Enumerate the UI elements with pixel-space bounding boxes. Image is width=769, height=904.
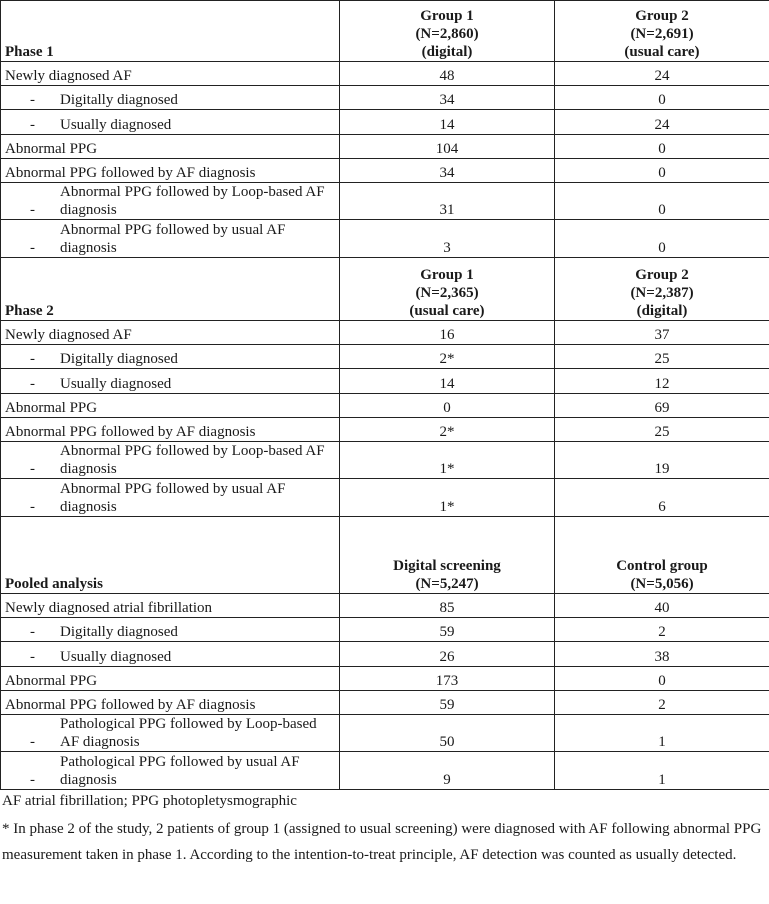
group-header-line: (digital)	[636, 303, 688, 319]
value-cell: 24	[555, 62, 769, 86]
row-label-cell	[1, 321, 340, 345]
table-row	[1, 618, 769, 642]
row-label: Newly diagnosed AF	[5, 68, 132, 84]
value-cell: 6	[555, 479, 769, 517]
value-cell: 38	[555, 642, 769, 667]
sub-row-label	[5, 442, 335, 478]
group-header-line: Group 2	[635, 8, 689, 24]
value-cell: 1	[555, 715, 769, 752]
asterisk-note: * In phase 2 of the study, 2 patients of group 1 (assigned to usual screening) were diagnosed with AF following abnormal PPG measurement taken in phase 1. According to the intention-to-treat principle, AF detection was counted as usually detected.	[2, 821, 762, 863]
row-label-cell	[1, 62, 340, 86]
sub-row-label	[5, 715, 335, 751]
table-row	[1, 394, 769, 418]
table-row	[1, 752, 769, 790]
row-label: Usually diagnosed	[60, 117, 172, 133]
row-label-cell	[1, 667, 340, 691]
section-label: Phase 2	[1, 258, 340, 321]
value-cell: 0	[555, 667, 769, 691]
value-cell: 1	[555, 752, 769, 790]
row-label: Abnormal PPG followed by AF diagnosis	[5, 165, 256, 181]
value-cell: 14	[340, 110, 555, 135]
row-label-cell	[1, 394, 340, 418]
row-label: Digitally diagnosed	[60, 624, 178, 640]
row-label-cell	[1, 752, 340, 790]
value-cell: 0	[340, 394, 555, 418]
sub-row-label	[5, 221, 335, 257]
value-cell: 48	[340, 62, 555, 86]
value-cell: 59	[340, 691, 555, 715]
value-cell: 0	[555, 183, 769, 220]
group-header	[340, 517, 555, 594]
row-label-cell	[1, 183, 340, 220]
row-label: Pathological PPG followed by usual AF diagnosis	[60, 754, 300, 788]
group-header	[340, 258, 555, 321]
value-cell: 104	[340, 135, 555, 159]
group-header-line: (N=2,387)	[630, 285, 694, 301]
row-label: Newly diagnosed atrial fibrillation	[5, 600, 213, 616]
value-cell: 37	[555, 321, 769, 345]
value-cell: 69	[555, 394, 769, 418]
dash-marker: -	[30, 461, 35, 477]
row-label: Digitally diagnosed	[60, 351, 178, 367]
value-cell: 3	[340, 220, 555, 258]
dash-marker: -	[30, 92, 35, 108]
value-cell: 24	[555, 110, 769, 135]
value-cell: 59	[340, 618, 555, 642]
row-label: Usually diagnosed	[60, 376, 172, 392]
sub-row-label	[5, 623, 335, 641]
group-header-line: Group 2	[635, 267, 689, 283]
group-header-line: (N=5,056)	[630, 576, 694, 592]
value-cell: 9	[340, 752, 555, 790]
value-cell: 50	[340, 715, 555, 752]
row-label: Abnormal PPG followed by usual AF diagnosis	[60, 481, 286, 515]
table-row	[1, 442, 769, 479]
row-label-cell	[1, 135, 340, 159]
value-cell: 25	[555, 418, 769, 442]
value-cell: 25	[555, 345, 769, 369]
group-header-line: Digital screening	[393, 558, 501, 574]
table-row	[1, 642, 769, 667]
dash-marker: -	[30, 772, 35, 788]
row-label-cell	[1, 345, 340, 369]
row-label-cell	[1, 479, 340, 517]
value-cell: 1*	[340, 442, 555, 479]
group-header	[555, 258, 769, 321]
table-row	[1, 479, 769, 517]
group-header	[555, 1, 769, 62]
dash-marker: -	[30, 351, 35, 367]
table-row	[1, 159, 769, 183]
value-cell: 26	[340, 642, 555, 667]
table-row	[1, 135, 769, 159]
value-cell: 2	[555, 691, 769, 715]
group-header-line: (usual care)	[409, 303, 485, 319]
row-label: Digitally diagnosed	[60, 92, 178, 108]
value-cell: 40	[555, 594, 769, 618]
value-cell: 2*	[340, 345, 555, 369]
row-label-cell	[1, 691, 340, 715]
row-label: Abnormal PPG	[5, 673, 98, 689]
group-header-line: (digital)	[421, 44, 473, 60]
section-label: Pooled analysis	[1, 517, 340, 594]
sub-row-label	[5, 116, 335, 134]
section-label: Phase 1	[1, 1, 340, 62]
sub-row-label	[5, 91, 335, 109]
group-header	[340, 1, 555, 62]
row-label-cell	[1, 110, 340, 135]
table-row	[1, 321, 769, 345]
row-label-cell	[1, 594, 340, 618]
row-label-cell	[1, 442, 340, 479]
value-cell: 2	[555, 618, 769, 642]
row-label: Abnormal PPG followed by Loop-based AF diagnosis	[60, 443, 325, 477]
table-row	[1, 62, 769, 86]
dash-marker: -	[30, 624, 35, 640]
group-header-line: (N=2,860)	[415, 26, 479, 42]
table-row	[1, 715, 769, 752]
value-cell: 31	[340, 183, 555, 220]
row-label: Pathological PPG followed by Loop-based AF diagnosis	[60, 716, 317, 750]
row-label-cell	[1, 220, 340, 258]
value-cell: 14	[340, 369, 555, 394]
value-cell: 0	[555, 220, 769, 258]
dash-marker: -	[30, 499, 35, 515]
group-header-line: Group 1	[420, 267, 474, 283]
table-row	[1, 220, 769, 258]
row-label-cell	[1, 642, 340, 667]
value-cell: 16	[340, 321, 555, 345]
section-header-row	[1, 258, 769, 321]
value-cell: 12	[555, 369, 769, 394]
section-header-row	[1, 1, 769, 62]
value-cell: 34	[340, 159, 555, 183]
sub-row-label	[5, 183, 335, 219]
abbreviations-note: AF atrial fibrillation; PPG photopletysmographic	[2, 793, 297, 809]
dash-marker: -	[30, 117, 35, 133]
section-header-row	[1, 517, 769, 594]
table-row	[1, 594, 769, 618]
table-row	[1, 369, 769, 394]
table-row	[1, 110, 769, 135]
value-cell: 1*	[340, 479, 555, 517]
group-header-line: (N=5,247)	[415, 576, 479, 592]
value-cell: 173	[340, 667, 555, 691]
row-label: Abnormal PPG	[5, 400, 98, 416]
sub-row-label	[5, 375, 335, 393]
group-header	[555, 517, 769, 594]
sub-row-label	[5, 350, 335, 368]
footnotes	[0, 790, 769, 868]
value-cell: 2*	[340, 418, 555, 442]
dash-marker: -	[30, 202, 35, 218]
sub-row-label	[5, 648, 335, 666]
value-cell: 85	[340, 594, 555, 618]
row-label-cell	[1, 618, 340, 642]
table-row	[1, 86, 769, 110]
row-label: Newly diagnosed AF	[5, 327, 132, 343]
row-label: Abnormal PPG followed by AF diagnosis	[5, 697, 256, 713]
dash-marker: -	[30, 734, 35, 750]
table-row	[1, 345, 769, 369]
row-label-cell	[1, 715, 340, 752]
dash-marker: -	[30, 376, 35, 392]
group-header-line: (usual care)	[624, 44, 700, 60]
table-row	[1, 418, 769, 442]
row-label-cell	[1, 159, 340, 183]
table-row	[1, 183, 769, 220]
sub-row-label	[5, 753, 335, 789]
row-label: Abnormal PPG followed by Loop-based AF diagnosis	[60, 184, 325, 218]
value-cell: 0	[555, 86, 769, 110]
value-cell: 0	[555, 135, 769, 159]
group-header-line: (N=2,365)	[415, 285, 479, 301]
sub-row-label	[5, 480, 335, 516]
row-label: Abnormal PPG	[5, 141, 98, 157]
table-row	[1, 691, 769, 715]
row-label: Abnormal PPG followed by AF diagnosis	[5, 424, 256, 440]
group-header-line: Control group	[616, 558, 708, 574]
value-cell: 0	[555, 159, 769, 183]
dash-marker: -	[30, 240, 35, 256]
value-cell: 19	[555, 442, 769, 479]
row-label: Abnormal PPG followed by usual AF diagnosis	[60, 222, 286, 256]
group-header-line: Group 1	[420, 8, 474, 24]
table-row	[1, 667, 769, 691]
row-label-cell	[1, 86, 340, 110]
dash-marker: -	[30, 649, 35, 665]
row-label-cell	[1, 369, 340, 394]
row-label: Usually diagnosed	[60, 649, 172, 665]
group-header-line: (N=2,691)	[630, 26, 694, 42]
value-cell: 34	[340, 86, 555, 110]
row-label-cell	[1, 418, 340, 442]
